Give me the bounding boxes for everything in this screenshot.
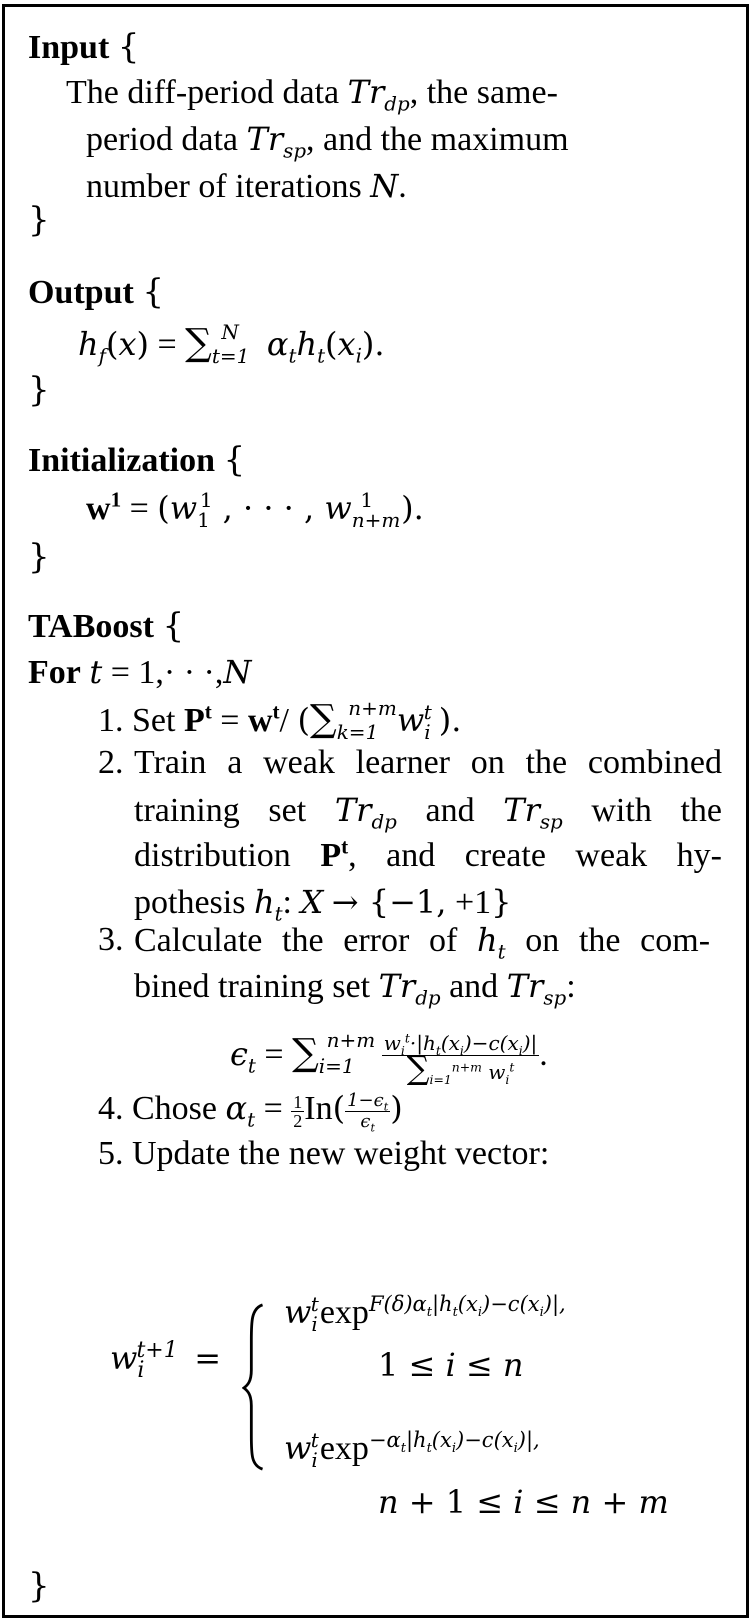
text: exp [319,1294,369,1331]
text: pothesis [134,884,246,921]
text: and [449,968,499,1005]
output-heading-text: Output [28,274,134,311]
text: training set [134,792,307,829]
text: . [398,168,407,205]
error-fraction: $\frac{w_i^t\cdot|h_t(x_i)-c(x_i)|}{\sum_{i=1}^{n+m} w_i^t}$ [383,1030,538,1087]
math-n: N [370,167,399,205]
step-2-line-1 [134,743,722,783]
taboost-heading-text: TABoost [28,608,154,645]
close-brace: } [28,1566,50,1606]
text: Chose [132,1090,217,1127]
text: , and the maximum [306,121,569,158]
error-formula: $\epsilon_t = \sum_{i=1}^{n+m}$ $\frac{w_i^t\cdot|h_t(x_i)-c(x_i)|}{\sum_{i=1}^{n+m} w_i^t}$ . [230,1027,548,1087]
input-heading-text: Input [28,29,110,66]
input-line-2 [86,119,569,163]
text: and [425,792,475,829]
output-close [28,370,50,411]
text: , and create weak hy- [348,837,723,874]
step-number: 4. [98,1090,124,1127]
open-brace: { [223,440,246,480]
close-brace: } [28,537,50,577]
input-line-3 [86,166,407,207]
case-1-expr: $w_i^t\exp^{F(\delta)\alpha_t|h_t(x_i)-c(x_i)|,}$ [284,1291,566,1336]
input-line-1 [66,72,558,116]
step-number: 3. [98,921,124,958]
text: Update the new weight vector: [132,1135,550,1172]
step-4: 4. Chose $\alpha_t$ = $\frac{1}{2}$ In( $\frac{1-\epsilon_t}{\epsilon_t}$ ) [98,1089,403,1135]
text: number of iterations [86,168,371,205]
text: Calculate the error of [134,922,458,959]
output-formula: $h_f(x) = \sum_{t=1}^N$ $\alpha_th_t(x_i)$. [78,319,385,368]
step-3-number [98,920,124,960]
math-tr-dp: $Tr_{dp}$ [347,73,410,116]
case-1-condition: 1 ≤ i ≤ n [378,1346,524,1384]
input-close [28,200,50,241]
step-2-line-3: distribution $P^t$, and create weak hy- [134,834,723,874]
text: with the [591,792,722,829]
for-loop-line: For t = 1,· · ·,N [28,653,252,691]
output-heading [28,272,164,313]
text: Train a weak learner on the combined [134,744,722,781]
initialization-formula: $w^1 = (w_1^1$ , · · · , $w_{n+m}^1$ ). [86,487,424,532]
case-2-expr: $w_i^t\exp^{-\alpha_t|h_t(x_i)-c(x_i)|,}$ [284,1427,540,1472]
text: exp [319,1430,369,1467]
text: , the same- [409,74,558,111]
taboost-heading [28,606,184,647]
update-lhs: $w_i^{t+1}$ = [110,1337,222,1383]
step-1: 1. Set $P^t = w^t/$ ($\sum_{k=1}^{n+m}w_i^t$ ). [98,695,462,744]
cases-brace-icon [242,1296,270,1478]
step-number: 5. [98,1135,124,1172]
log-fraction: $\frac{1-\epsilon_t}{\epsilon_t}$ [347,1089,389,1135]
step-3-line-2: bined training set $Tr_{dp}$ and $Tr_{sp}$: [134,967,576,1010]
initialization-heading-text: Initialization [28,442,216,479]
step-5 [98,1134,549,1174]
close-brace: } [28,370,50,410]
math-tr-sp: $Tr_{sp}$ [246,120,307,163]
text: distribution [134,837,291,874]
step-2-number [98,743,124,783]
text: on the com- [525,922,711,959]
for-keyword: For [28,654,81,691]
step-number: 1. [98,702,124,739]
initialization-close [28,537,50,578]
text: In [304,1090,333,1127]
text: The diff-period data [66,74,348,111]
step-number: 2. [98,744,124,781]
close-brace: } [28,200,50,240]
case-2-condition: n + 1 ≤ i ≤ n + m [378,1483,669,1521]
input-heading [28,27,139,68]
step-2-line-4: pothesis $h_t$: X → {−1, +1} [134,883,512,926]
open-brace: { [142,272,164,312]
text: period data [86,121,247,158]
open-brace: { [162,606,185,646]
taboost-close [28,1566,50,1607]
initialization-heading [28,440,245,481]
text: bined training set [134,968,371,1005]
step-2-line-2: training set $Tr_{dp}$ and $Tr_{sp}$ with the [134,791,722,834]
open-brace: { [117,27,140,67]
half-fraction: $\frac{1}{2}$ [293,1091,303,1131]
step-3-line-1: Calculate the error of $h_t$ on the com- [134,921,711,964]
text: Set [132,702,176,739]
